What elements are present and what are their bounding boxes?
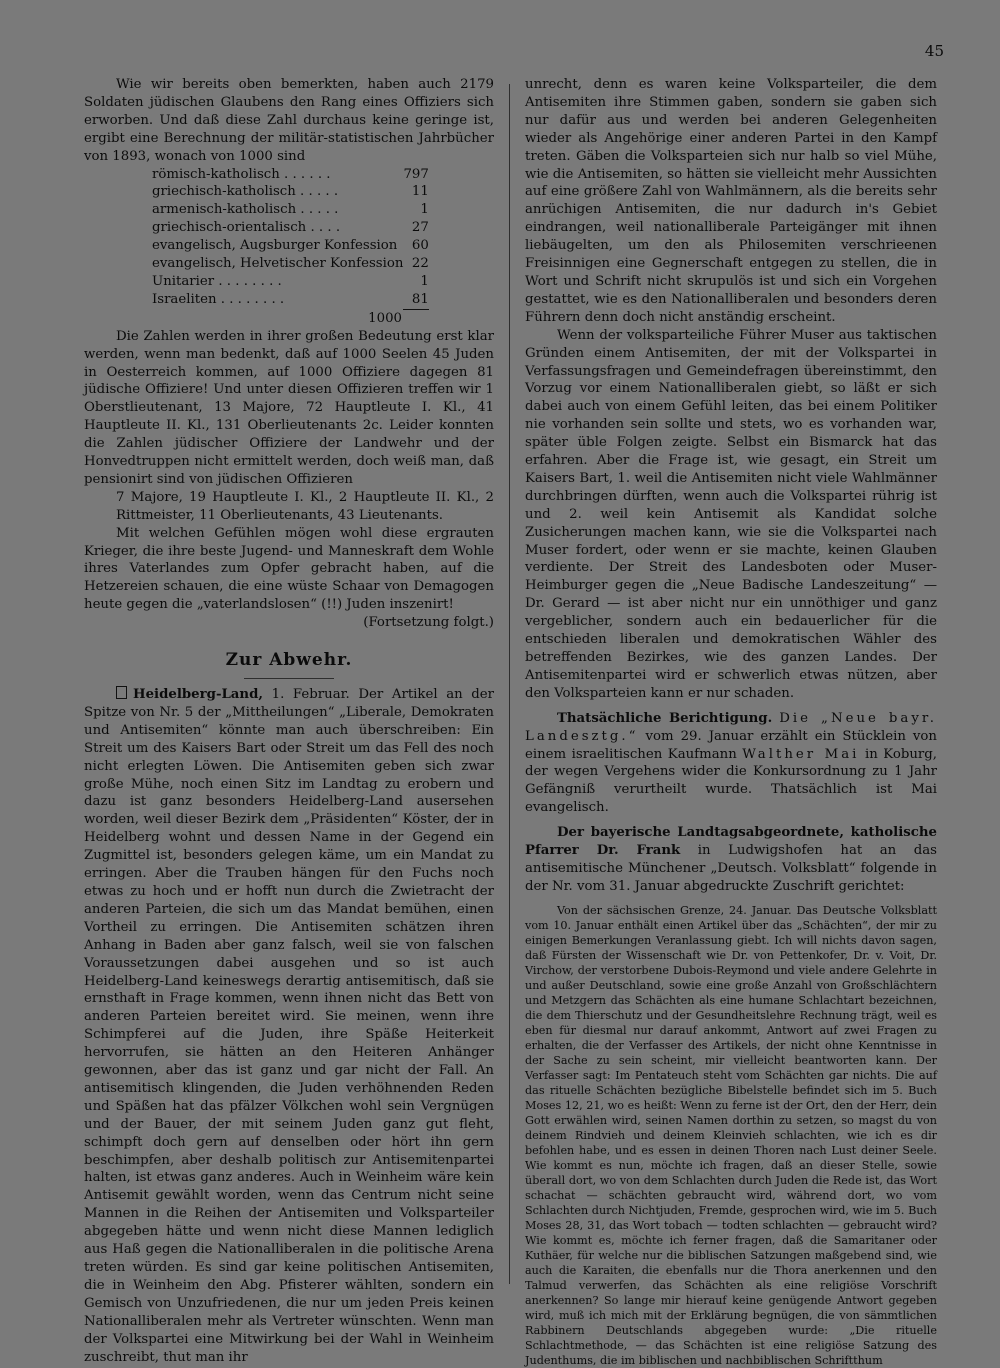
table-row: [152, 273, 429, 291]
right-column: [525, 76, 937, 1368]
table-row: [152, 255, 429, 273]
intro-paragraph: Wie wir bereits oben bemerkten, haben auch 2179 Soldaten jüdischen Glaubens den Rang eines Offiziers sich erworben. Und daß diese Zahl durchaus keine geringe ist, ergibt eine Berechnung der militär-statistischen Jahrbücher von 1893, wonach von 1000 sind: [84, 77, 494, 164]
page-number: 45: [924, 42, 944, 60]
table-value: 60: [411, 238, 429, 254]
section-heading: Zur Abwehr.: [225, 650, 353, 671]
closing-paragraph: Mit welchen Gefühlen mögen wohl diese ergrauten Krieger, die ihre beste Jugend- und Manneskraft dem Wohle ihres Vaterlandes zum Opfer gebracht haben, auf die Hetzereien schauen, die eine wüste Schaar von Demagogen heute gegen die „vaterlandslosen“ (!!) Juden inszenirt!: [84, 525, 494, 613]
table-label: Israeliten . . . . . . . .: [152, 292, 285, 308]
table-label: griechisch-katholisch . . . . .: [152, 184, 339, 200]
berichtigung-heading: Thatsächliche Berichtigung.: [557, 710, 773, 726]
table-value: 1: [420, 273, 429, 289]
table-row: [152, 291, 429, 309]
left-column: [84, 76, 494, 1366]
table-label: evangelisch, Helvetischer Konfession: [152, 256, 404, 272]
table-row: [152, 183, 429, 201]
article-body: Der Artikel an der Spitze von Nr. 5 der „Mittheilungen“ „Liberale, Demokraten und Antisemiten“ könnte man auch überschreiben: Ein Streit um des Kaisers Bart oder Streit um das Fell des noch nicht erlegten Löwen. Die Antisemiten geben sich zwar große Mühe, noch einen Sitz im Landtag zu erobern und dazu ist ganz besonders Heidelberg-Land ausersehen worden, weil dieser Bezirk dem „Präsidenten“ Köster, der in Heidelberg wohnt und dessen Name in der Gegend ein Zugmittel ist, besonders gelegen käme, um ein Mandat zu erringen. Aber die Trauben hängen für den Fuchs noch etwas zu hoch und er hofft nun durch die Zwietracht der anderen Parteien, die sich um das Mandat bemühen, einen Vortheil zu erringen. Die Antisemiten schätzen ihren Anhang in Baden aber ganz falsch, weil sie von falschen Voraussetzungen dabei ausgehen und so ist auch Heidelberg-Land keineswegs derartig antisemitisch, daß sie ernsthaft in Frage kommen, wenn ihnen nicht das Bett von anderen Parteien bereitet wird. Sie meinen, wenn ihre Schimpferei auf die Juden, ihre Späße Heiterkeit hervorrufen, sie hätten an den Heiteren Anhänger gewonnen, aber das ist ganz und gar nicht der Fall. An antisemitisch klingenden, die Juden verhöhnenden Reden und Späßen hat das pfälzer Völkchen wohl sein Vergnügen und der Bauer, der mit seinem Juden ganz gut fleht, schimpft doch gern auf denselben oder hört ihn gern beschimpfen, aber deshalb politisch zur Antisemitenpartei halten, ist etwas ganz anderes. Auch in Weinheim wäre kein Antisemit gewählt worden, wenn das Centrum nicht seine Mannen in die Reihen der Antisemiten und Volksparteiler abgegeben hätte und wenn nicht diese Mannen lediglich aus Haß gegen die Nationalliberalen in die politische Arena treten würden. Es sind gar keine politischen Antisemiten, die in Weinheim den Abg. Pfisterer wählten, sondern ein Gemisch von Unzufriedenen, die nur um jeden Preis keinen Nationalliberalen mehr als Vertreter wünschten. Wenn man der Volkspartei eine Mitwirkung bei der Wahl in Weinheim zuschreibt, thut man ihr: [84, 687, 495, 1365]
berichtigung-name: Walther Mai: [742, 746, 860, 762]
berichtigung-paper: Die „Neue bayr. Landesztg.“: [525, 710, 937, 744]
confession-table: [152, 166, 429, 310]
table-label: armenisch-katholisch . . . . .: [152, 202, 339, 218]
berichtigung-paragraph: [525, 710, 937, 817]
right-paragraph-1: unrecht, denn es waren keine Volksparteiler, die dem Antisemiten ihre Stimmen gaben, sondern sie gaben sich nur dafür aus und werden bei anderen Gelegenheiten wieder als Angehörige einer anderen Partei in den Kampf treten. Gäben die Volksparteien sich nur halb so viel Mühe, wie die Antisemiten, so hätten sie vielleicht mehr Aussichten auf eine größere Zahl von Wahlmännern, als die bereits sehr anrüchigen Antisemiten, die nur dadurch in's Gebiet eindrangen, weil nationalliberale Parteigänger mit ihnen liebäugelten, um den als Philosemiten verschrieenen Freisinnigen eine Gegnerschaft entgegen zu stellen, die in Wort und Schrift nicht skrupulös ist und sich ein Vorgehen gestattet, wie es den Nationalliberalen und besonders deren Führern denn doch nicht anständig erscheint.: [525, 77, 937, 325]
berichtigung-body: vom 29. Januar erzählt ein Stücklein von einem israelitischen Kaufmann: [525, 728, 937, 762]
statistics-paragraph: Die Zahlen werden in ihrer großen Bedeutung erst klar werden, wenn man bedenkt, daß auf 1000 Seelen 45 Juden in Oesterreich kommen, auf 1000 Offiziere dagegen 81 jüdische Offiziere! Und unter diesen Offizieren treffen wir 1 Oberstlieutenant, 13 Majore, 72 Hauptleute I. Kl., 41 Hauptleute II. Kl., 131 Oberlieutenants 2c. Leider konnten die Zahlen jüdischer Offiziere der Landwehr und der Honvedtruppen nicht ermittelt werden, doch weiß man, daß pensionirt sind von jüdischen Offizieren: [84, 328, 494, 487]
article-paragraph: [84, 686, 494, 1366]
pensioned-officers-line: 7 Majore, 19 Hauptleute I. Kl., 2 Hauptleute II. Kl., 2 Rittmeister, 11 Oberlieutenants, 43 Lieutenants.: [116, 489, 494, 523]
article-place: Heidelberg-Land,: [133, 687, 264, 702]
table-label: evangelisch, Augsburger Konfession: [152, 238, 398, 254]
table-value: 797: [403, 166, 429, 182]
table-value: 22: [411, 256, 429, 272]
table-row: [152, 237, 429, 255]
table-label: Unitarier . . . . . . . .: [152, 273, 282, 289]
article-date: 1. Februar.: [271, 687, 350, 702]
berichtigung-body-2: in Koburg, der wegen Vergehens wider die Konkursordnung zu 1 Jahr Gefängniß verurtheilt wurde. Thatsächlich ist Mai evangelisch.: [525, 746, 938, 816]
right-paragraph-2: Wenn der volksparteiliche Führer Muser aus taktischen Gründen einem Antisemiten, der mit der Volkspartei in Verfassungsfragen und Gemeindefragen übereinstimmt, den Vorzug vor einem Nationalliberalen giebt, so läßt er sich dabei auch von einem Gefühl leiten, das bei einem Politiker nie vorhanden sein sollte und stets, wo es vorhanden war, später üble Folgen zeigte. Selbst ein Bismarck hat das erfahren. Aber die Frage ist, wie gesagt, ein Streit um Kaisers Bart, 1. weil die Antisemiten nicht viele Wahlmänner durchbringen dürften, wenn auch die Volkspartei rührig ist und 2. weil kein Antisemit als Kandidat solche Zusicherungen machen kann, wie sie die Volkspartei nach Muser fordert, oder wenn er sie machte, keinen Glauben verdiente. Der Streit des Landesboten oder Muser-Heimburger gegen die „Neue Badische Landeszeitung“ — Dr. Gerard — ist aber nicht nur ein unnöthiger und ganz vergeblicher, sondern auch ein bedauerlicher für die entschieden liberalen und demokratischen Wähler des betreffenden Bezirkes, wie des ganzen Landes. Der Antisemitenpartei wird er schwerlich etwas nützen, aber den Volksparteien kann er nur schaden.: [525, 327, 937, 701]
frank-heading: Der bayerische Landtagsabgeordnete, katholische Pfarrer Dr. Frank: [525, 825, 937, 859]
table-total: 1000: [368, 310, 402, 326]
table-row: [152, 166, 429, 184]
table-value: 11: [411, 184, 429, 200]
table-label: römisch-katholisch . . . . . .: [152, 166, 331, 182]
table-label: griechisch-orientalisch . . . .: [152, 220, 341, 236]
table-value: 81: [403, 291, 428, 309]
frank-paragraph: [525, 824, 937, 896]
frank-body: in Ludwigshofen hat an das antisemitische Münchener „Deutsch. Volksblatt“ folgende in der Nr. vom 31. Januar abgedruckte Zuschrift gerichtet:: [525, 843, 937, 894]
letter-paragraph: Von der sächsischen Grenze, 24. Januar. Das Deutsche Volksblatt vom 10. Januar enthält einen Artikel über das „Schächten“, der mir zu einigen Bemerkungen Veranlassung giebt. Ich will nichts davon sagen, daß Fürsten der Wissenschaft wie Dr. von Pettenkofer, Dr. v. Voit, Dr. Virchow, der verstorbene Dubois-Reymond und viele andere Gelehrte in und außer Deutschland, sowie eine große Anzahl von Großschlächtern und Metzgern das Schächten als eine humane Schlachtart bezeichnen, die dem Thierschutz und der Gesundheitslehre Rechnung trägt, weil es eben für diesmal nur darauf ankommt, Antwort auf zwei Fragen zu erhalten, die der Verfasser des Artikels, der nicht ohne Kenntnisse in der Sache zu sein scheint, mir vielleicht beantworten kann. Der Verfasser sagt: Im Pentateuch steht vom Schächten gar nichts. Die auf das rituelle Schächten bezügliche Bibelstelle befindet sich im 5. Buch Moses 12, 21, wo es heißt: Wenn zu ferne ist der Ort, den der Herr, dein Gott erwählen wird, seinen Namen dorthin zu setzen, so magst du von deinem Rindvieh und deinem Kleinvieh schlachten, wie ich es dir befohlen habe, und es essen in deinen Thoren nach Lust deiner Seele. Wie kommt es nun, möchte ich fragen, daß an dieser Stelle, sowie überall dort, wo von dem Schlachten durch Juden die Rede ist, das Wort schachat — schächten gebraucht wird, während dort, wo vom Schlachten durch Nichtjuden, Fremde, gesprochen wird, wie im 5. Buch Moses 28, 31, das Wort tobach — todten schlachten — gebraucht wird? Wie kommt es, möchte ich ferner fragen, daß die Samaritaner oder Kuthäer, für welche nur die biblischen Satzungen maßgebend sind, wie auch die Karaiten, die ebenfalls nur die Thora anerkennen und den Talmud verwerfen, das Schächten als eine religiöse Vorschrift anerkennen? So lange mir hierauf keine genügende Antwort gegeben wird, muß ich mich mit der Erklärung begnügen, die von sämmtlichen Rabbinern Deutschlands abgegeben wurde: „Die rituelle Schlachtmethode, — das Schächten ist eine religiöse Satzung des Judenthums, die im biblischen und nachbiblischen Schriftthum: [525, 903, 937, 1367]
table-row: [152, 201, 429, 219]
table-value: 1: [420, 202, 429, 218]
continuation-note: (Fortsetzung folgt.): [363, 615, 494, 631]
column-divider: [509, 84, 510, 1284]
table-value: 27: [411, 220, 429, 236]
table-row: [152, 219, 429, 237]
box-marker: [116, 686, 127, 699]
